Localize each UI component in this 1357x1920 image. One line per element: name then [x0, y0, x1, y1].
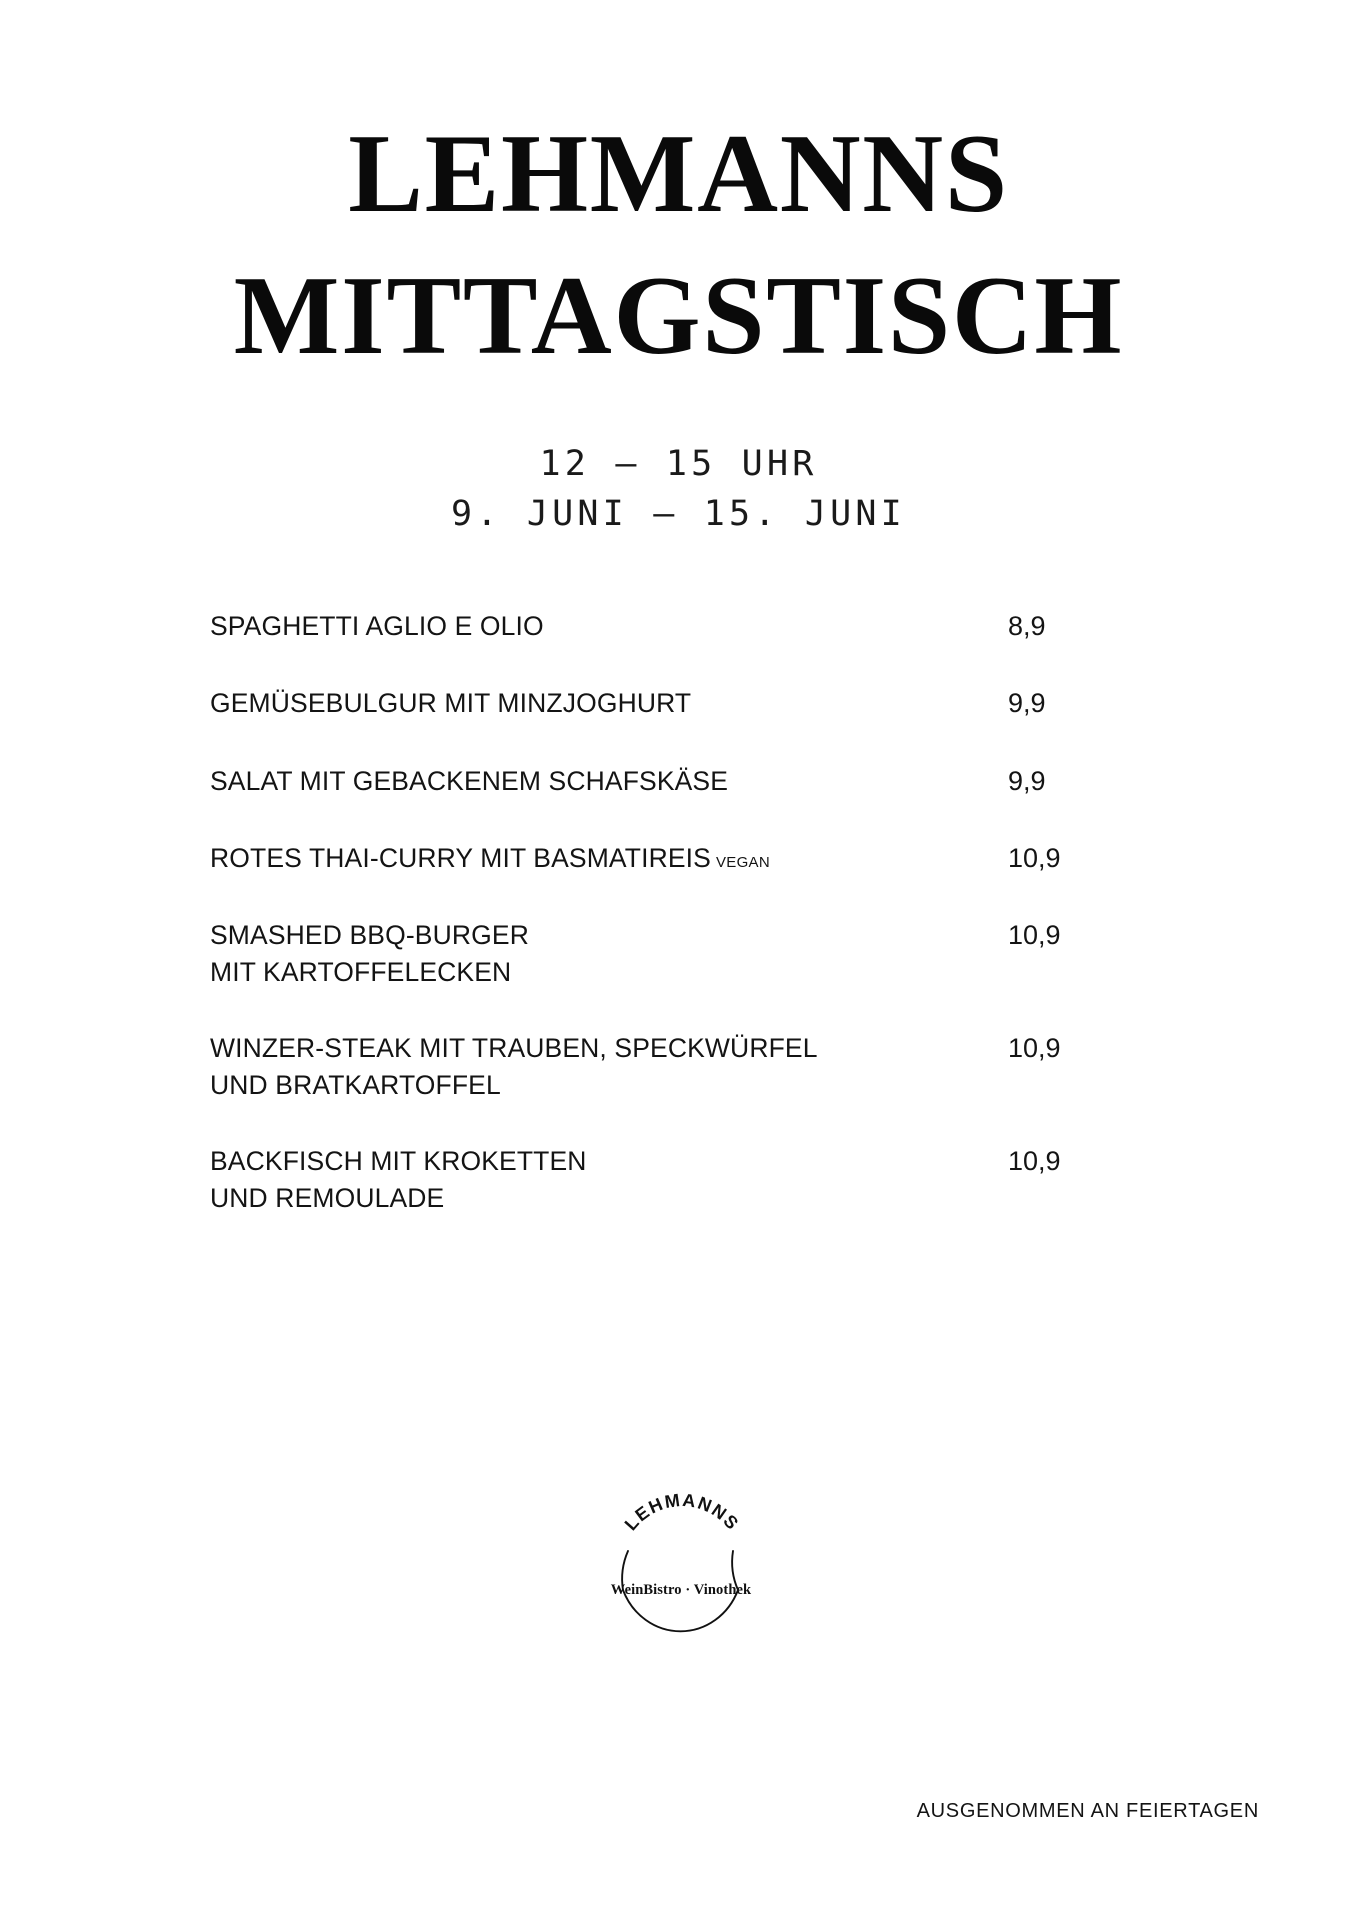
menu-item-name: [210, 917, 529, 990]
menu-item-name: [210, 1030, 818, 1103]
logo-subtitle: WeinBistro · Vinothek: [610, 1582, 752, 1598]
menu-item-row: [210, 1030, 1130, 1103]
menu-item-price: 9,9: [1008, 765, 1046, 796]
menu-list: [210, 608, 1130, 1216]
subtitle-block: [0, 440, 1357, 539]
restaurant-title: LEHMANNS: [348, 112, 1009, 236]
logo-arc-label: [621, 1490, 744, 1535]
menu-item-name: [210, 840, 770, 877]
menu-item-line-1: SPAGHETTI AGLIO E OLIO: [210, 611, 544, 641]
date-range: 9. JUNI – 15. JUNI: [451, 493, 906, 534]
menu-item-name: [210, 685, 691, 722]
menu-item-row: [210, 917, 1130, 990]
menu-item-name: [210, 763, 728, 800]
menu-item-line-1: BACKFISCH MIT KROKETTEN: [210, 1146, 587, 1177]
menu-item-row: [210, 763, 1130, 800]
menu-item-line-1: GEMÜSEBULGUR MIT MINZJOGHURT: [210, 688, 692, 719]
logo-arc-textpath: LEHMANNS: [620, 1489, 744, 1535]
footer-note: AUSGENOMMEN AN FEIERTAGEN: [916, 1800, 1259, 1822]
menu-item-line-2: MIT KARTOFFELECKEN: [210, 956, 512, 987]
menu-title: MITTAGSTISCH: [233, 254, 1124, 378]
menu-item-price: 10,9: [1008, 1033, 1061, 1064]
menu-item-line-1: SALAT MIT GEBACKENEM SCHAFSKÄSE: [210, 765, 729, 796]
menu-item-price: 9,9: [1008, 688, 1046, 719]
menu-item-name: [210, 1143, 587, 1216]
lehmanns-logo: [605, 1489, 757, 1658]
menu-item-line-1: SMASHED BBQ-BURGER: [210, 920, 529, 950]
menu-item-line-2: UND REMOULADE: [210, 1182, 445, 1213]
opening-hours: 12 – 15 UHR: [539, 444, 818, 484]
menu-item-price: 8,9: [1008, 611, 1046, 641]
masthead: [0, 112, 1357, 378]
menu-item-name: [210, 608, 544, 645]
menu-item-price: 10,9: [1008, 920, 1061, 950]
menu-item-line-2: UND BRATKARTOFFEL: [210, 1069, 501, 1100]
menu-item-row: [210, 840, 1130, 877]
menu-item-line-1: ROTES THAI-CURRY MIT BASMATIREIS: [210, 842, 711, 873]
menu-item-row: [210, 608, 1130, 645]
menu-item-row: [210, 685, 1130, 722]
menu-item-price: 10,9: [1008, 842, 1061, 873]
vegan-badge: VEGAN: [715, 853, 770, 871]
menu-item-price: 10,9: [1008, 1146, 1061, 1177]
menu-item-row: [210, 1143, 1130, 1216]
menu-item-line-1: WINZER-STEAK MIT TRAUBEN, SPECKWÜRFEL: [210, 1033, 818, 1064]
